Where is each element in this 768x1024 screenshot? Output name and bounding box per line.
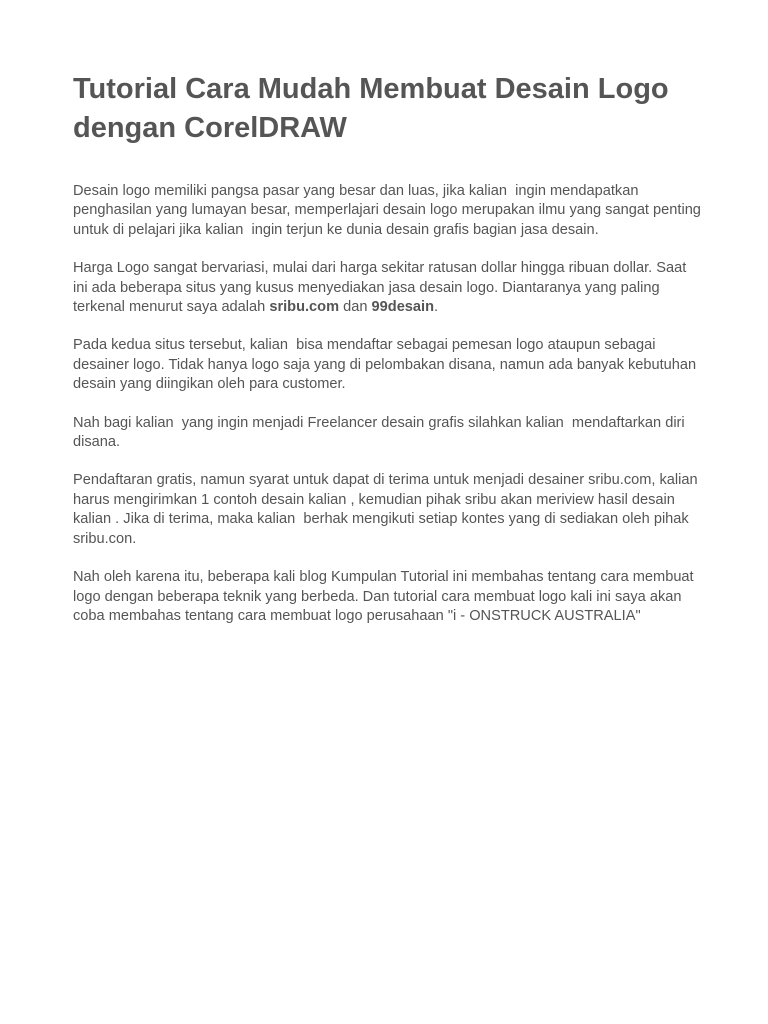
paragraph-conclusion: Nah oleh karena itu, beberapa kali blog Kumpulan Tutorial ini membahas tentang cara membuat logo dengan beberapa teknik yang berbeda. Dan tutorial cara membuat logo kali ini saya akan coba membahas tentang cara membuat logo perusahaan "i - ONSTRUCK AUSTRALIA" [73, 569, 698, 624]
paragraph-pricing-end: . [434, 299, 439, 316]
site-name-sribu: sribu.com [269, 299, 340, 316]
paragraph-pricing-text: Harga Logo sangat bervariasi, mulai dari harga sekitar ratusan dollar hingga ribuan dollar. Saat ini ada beberapa situs yang kusus menyediakan jasa desain logo. Diantaranya yang paling terkenal menurut saya adalah [73, 260, 691, 316]
document-title: Tutorial Cara Mudah Membuat Desain Logo dengan CorelDRAW [73, 73, 669, 144]
paragraph-pricing [73, 259, 701, 317]
paragraph-sites: Pada kedua situs tersebut, kalian bisa mendaftar sebagai pemesan logo ataupun sebagai desainer logo. Tidak hanya logo saja yang di pelombakan disana, namun ada banyak kebutuhan desain yang diingikan oleh para customer. [73, 337, 701, 393]
paragraph-pricing-connector: dan [339, 299, 372, 316]
paragraph-intro: Desain logo memiliki pangsa pasar yang besar dan luas, jika kalian ingin mendapatkan penghasilan yang lumayan besar, memperlajari desain logo merupakan ilmu yang sangat penting untuk di pelajari jika kalian ingin terjun ke dunia desain grafis bagian jasa desain. [73, 183, 705, 238]
document-page [73, 70, 706, 645]
paragraph-registration: Pendaftaran gratis, namun syarat untuk dapat di terima untuk menjadi desainer sribu.com, kalian harus mengirimkan 1 contoh desain kalian , kemudian pihak sribu akan meriview hasil desain kalian . Jika di terima, maka kalian berhak mengikuti setiap kontes yang di sediakan oleh pihak sribu.con. [73, 472, 706, 547]
site-name-99desain: 99desain [371, 299, 435, 316]
paragraph-freelancer: Nah bagi kalian yang ingin menjadi Freelancer desain grafis silahkan kalian mendaftarkan diri disana. [73, 414, 689, 451]
